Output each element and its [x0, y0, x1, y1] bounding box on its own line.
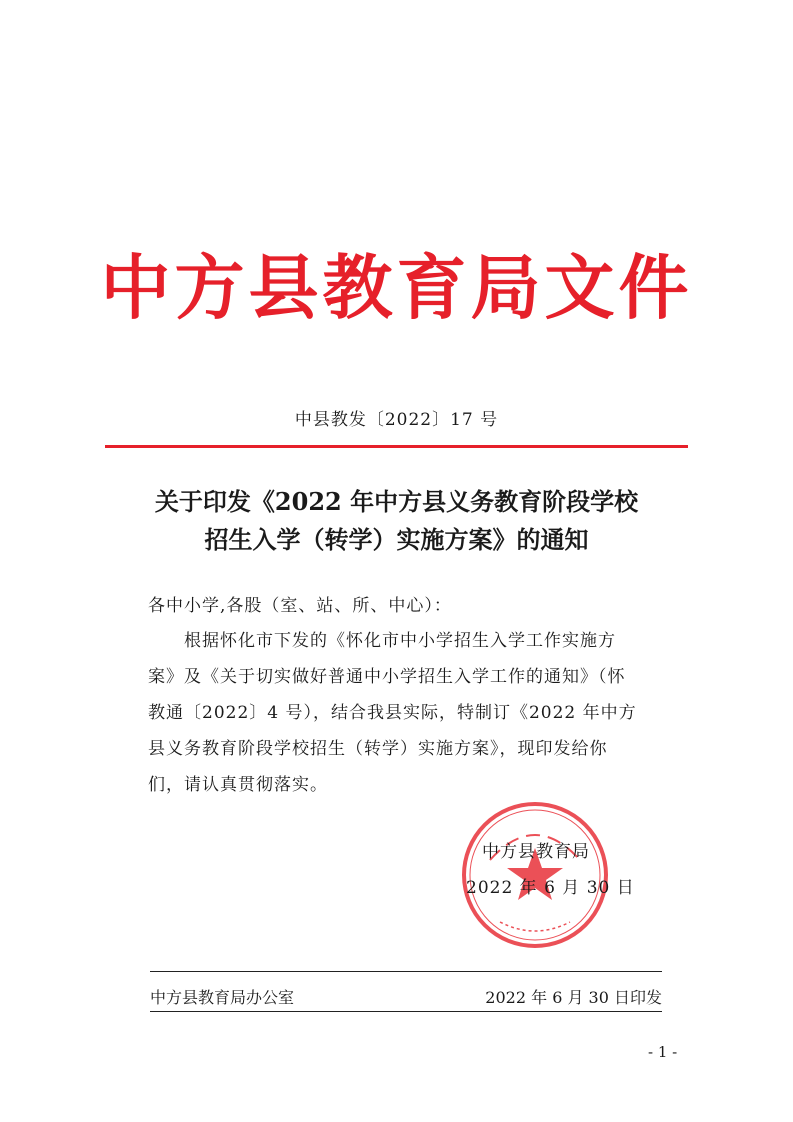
document-number: 中县教发〔2022〕17 号	[294, 410, 499, 430]
footer-issue-date: 2022 年 6 月 30 日印发	[485, 988, 662, 1007]
document-title-line-2: 招生入学（转学）实施方案》的通知	[204, 525, 589, 554]
footer-bottom-rule	[150, 1011, 662, 1012]
footer-issuing-office: 中方县教育局办公室	[150, 988, 295, 1007]
body-paragraph-line: 县义务教育阶段学校招生（转学）实施方案》，现印发给你	[148, 739, 608, 759]
document-title-line-1: 关于印发《2022 年中方县义务教育阶段学校	[154, 487, 639, 516]
body-paragraph-line: 案》及《关于切实做好普通中小学招生入学工作的通知》（怀	[148, 667, 626, 687]
red-divider-line	[105, 445, 688, 448]
document-title	[0, 483, 793, 559]
signature-date: 2022 年 6 月 30 日	[466, 878, 635, 898]
recipient-line: 各中小学,各股（室、站、所、中心）：	[148, 596, 452, 616]
body-paragraph-line: 们，请认真贯彻落实。	[148, 775, 328, 795]
page-number: - 1 -	[648, 1043, 678, 1061]
official-seal-icon	[460, 800, 610, 950]
document-header-title: 中方县教育局文件	[100, 246, 693, 329]
signature-organization: 中方县教育局	[482, 842, 590, 862]
footer-top-rule	[150, 971, 662, 972]
body-paragraph-line: 教通〔2022〕4 号），结合我县实际，特制订《2022 年中方	[148, 703, 637, 723]
body-paragraph-line: 根据怀化市下发的《怀化市中小学招生入学工作实施方	[148, 631, 616, 651]
